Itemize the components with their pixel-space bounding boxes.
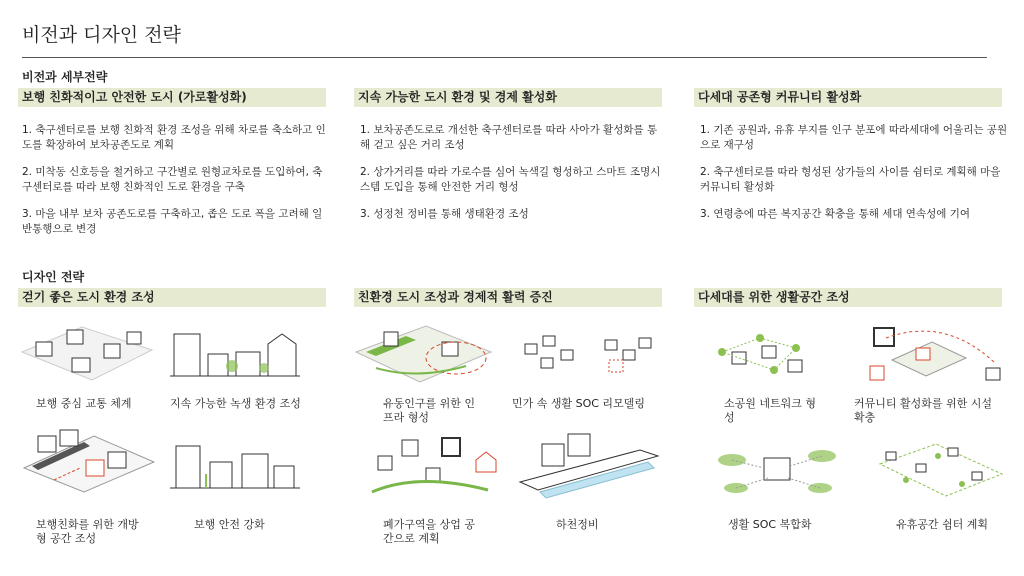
vision-item: 3. 마을 내부 보차 공존도로를 구축하고, 좁은 도로 폭을 고려해 일반통행으로 변경 bbox=[22, 208, 323, 235]
diagram-river bbox=[520, 430, 660, 500]
vision-col1-title: 보행 친화적이고 안전한 도시 (가로활성화) bbox=[18, 88, 326, 107]
caption: 민가 속 생활 SOC 리모델링 bbox=[512, 397, 645, 410]
diagram-green-environment bbox=[170, 328, 300, 378]
vision-col2-items bbox=[360, 123, 665, 234]
vision-item: 2. 상가거리를 따라 가로수를 심어 녹색길 형성하고 스마트 조명시스템 도입을 통해 안전한 거리 형성 bbox=[360, 166, 661, 193]
caption: 보행친화를 위한 개방형 공간 조성 bbox=[36, 518, 139, 545]
diagram-soc-remodel bbox=[515, 328, 660, 383]
caption: 폐가구역을 상업 공간으로 계획 bbox=[383, 518, 476, 545]
caption: 보행 중심 교통 체계 bbox=[36, 397, 132, 410]
caption: 소공원 네트워크 형성 bbox=[724, 397, 817, 424]
caption: 유휴공간 쉼터 계획 bbox=[896, 518, 989, 531]
vision-col2-title: 지속 가능한 도시 환경 및 경제 활성화 bbox=[354, 88, 662, 107]
title-divider bbox=[22, 57, 987, 58]
vision-item: 2. 축구센터로를 따라 형성된 상가들의 사이를 쉼터로 계획해 마을 커뮤니티 활성화 bbox=[700, 166, 1001, 193]
diagram-pedestrian-traffic bbox=[22, 322, 152, 382]
vision-item: 2. 미착동 신호등을 철거하고 구간별로 원형교차로를 도입하여, 축구센터로를 따라 보행 친화적인 도로 환경을 구축 bbox=[22, 166, 323, 193]
vision-col1-items bbox=[22, 123, 327, 249]
vision-item: 1. 기존 공원과, 유휴 부지를 인구 분포에 따라세대에 어울리는 공원으로 재구성 bbox=[700, 124, 1008, 151]
design-heading: 디자인 전략 bbox=[22, 270, 85, 284]
caption: 생활 SOC 복합화 bbox=[728, 518, 812, 531]
design-col2-title: 친환경 도시 조성과 경제적 활력 증진 bbox=[354, 288, 662, 307]
diagram-park-network bbox=[704, 322, 824, 382]
diagram-soc-complex bbox=[712, 438, 842, 498]
diagram-rest-area bbox=[876, 434, 1006, 500]
diagram-community-facility bbox=[866, 324, 1006, 389]
diagram-pedestrian-safety bbox=[170, 440, 300, 490]
vision-item: 3. 성정천 정비를 통해 생태환경 조성 bbox=[360, 208, 529, 220]
caption: 지속 가능한 녹생 환경 조성 bbox=[170, 397, 301, 410]
vision-item: 1. 보차공존도로로 개선한 축구센터로를 따라 사아가 활성화를 통해 걷고 싶은 거리 조성 bbox=[360, 124, 658, 151]
vision-col3-items bbox=[700, 123, 1012, 234]
vision-col3-title: 다세대 공존형 커뮤니티 활성화 bbox=[694, 88, 1002, 107]
design-col1-title: 걷기 좋은 도시 환경 조성 bbox=[18, 288, 326, 307]
diagram-open-space bbox=[24, 428, 154, 493]
page-title: 비전과 디자인 전략 bbox=[22, 24, 181, 46]
design-col3-title: 다세대를 위한 생활공간 조성 bbox=[694, 288, 1002, 307]
vision-item: 3. 연령층에 따른 복지공간 확충을 통해 세대 연속성에 기여 bbox=[700, 208, 971, 220]
diagram-commercial-space bbox=[368, 432, 503, 502]
diagram-infrastructure bbox=[356, 322, 491, 384]
vision-heading: 비전과 세부전략 bbox=[22, 70, 108, 84]
caption: 보행 안전 강화 bbox=[194, 518, 265, 531]
vision-item: 1. 축구센터로를 보행 친화적 환경 조성을 위해 차로를 축소하고 인도를 확장하여 보차공존도로 계획 bbox=[22, 124, 326, 151]
caption: 하천정비 bbox=[556, 518, 599, 531]
caption: 유동인구를 위한 인프라 형성 bbox=[383, 397, 476, 424]
caption: 커뮤니티 활성화를 위한 시설 확충 bbox=[854, 397, 993, 424]
